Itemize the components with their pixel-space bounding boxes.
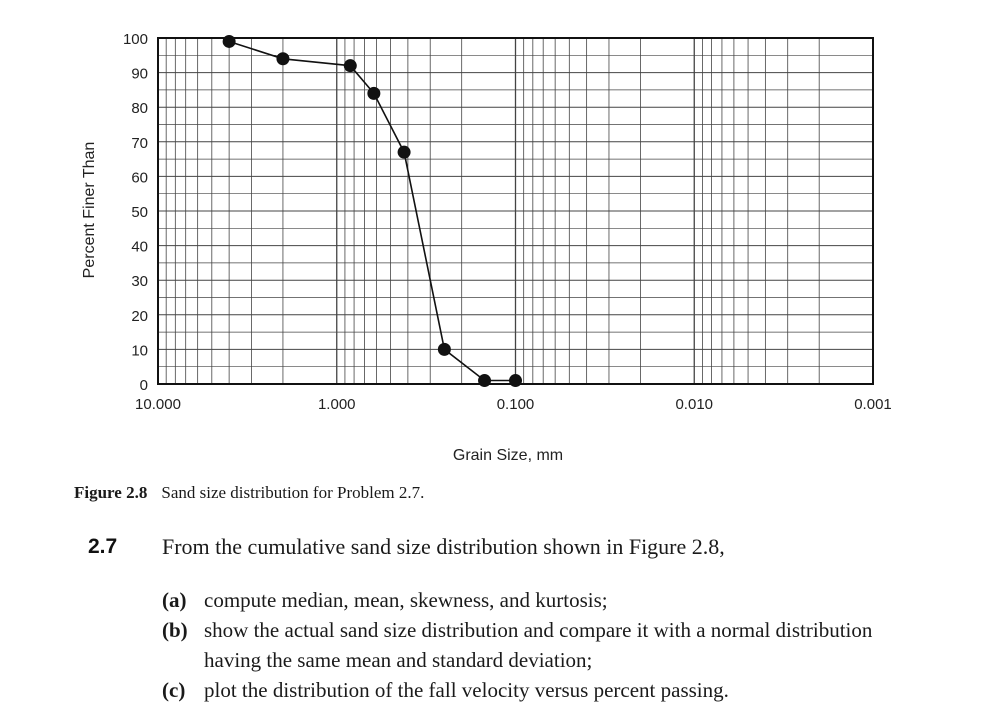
data-point: [509, 374, 522, 387]
y-tick-label: 20: [131, 307, 148, 325]
part-text: show the actual sand size distribution and compare it with a normal distribution having the same mean and standard deviation;: [204, 618, 873, 672]
part-text: compute median, mean, skewness, and kurtosis;: [204, 588, 608, 612]
data-point: [398, 146, 411, 159]
problem-part-c: [162, 675, 922, 705]
figure-caption: [74, 483, 424, 503]
data-point: [276, 52, 289, 65]
problem-parts: [162, 585, 922, 705]
y-tick-label: 70: [131, 134, 148, 152]
x-tick-label: 0.010: [675, 396, 714, 413]
problem-number: 2.7: [88, 535, 118, 558]
y-tick-label: 50: [131, 204, 148, 221]
figure-label: Figure 2.8: [74, 483, 148, 502]
x-tick-label: 0.100: [496, 396, 535, 413]
y-tick-label: 40: [131, 238, 148, 256]
part-label: (b): [162, 618, 188, 642]
problem-part-b: [162, 615, 922, 675]
y-tick-label: 10: [131, 342, 148, 360]
part-label: (a): [162, 588, 187, 612]
y-tick-label: 80: [131, 100, 148, 118]
x-tick-label: 10.000: [135, 396, 181, 413]
data-point: [344, 59, 357, 72]
data-point: [367, 87, 380, 100]
y-axis-label: Percent Finer Than: [81, 141, 98, 279]
y-tick-label: 0: [139, 377, 148, 394]
data-point: [438, 343, 451, 356]
x-tick-label: 0.001: [854, 396, 892, 413]
data-point: [478, 374, 491, 387]
part-label: (c): [162, 678, 186, 702]
y-tick-label: 30: [131, 273, 148, 291]
part-text: plot the distribution of the fall velocity versus percent passing.: [204, 678, 729, 702]
y-tick-label: 90: [131, 65, 148, 83]
x-tick-labels: [135, 396, 892, 413]
data-point: [223, 35, 236, 48]
y-tick-labels: [123, 31, 148, 394]
problem-intro: From the cumulative sand size distribution shown in Figure 2.8,: [162, 534, 725, 559]
figure-caption-text: Sand size distribution for Problem 2.7.: [161, 483, 425, 502]
chart-grid: [158, 38, 873, 384]
y-tick-label: 100: [122, 31, 148, 48]
problem-part-a: [162, 585, 922, 615]
y-tick-label: 60: [131, 169, 148, 187]
x-axis-label: Grain Size, mm: [452, 447, 564, 464]
x-tick-label: 1.000: [317, 396, 356, 413]
